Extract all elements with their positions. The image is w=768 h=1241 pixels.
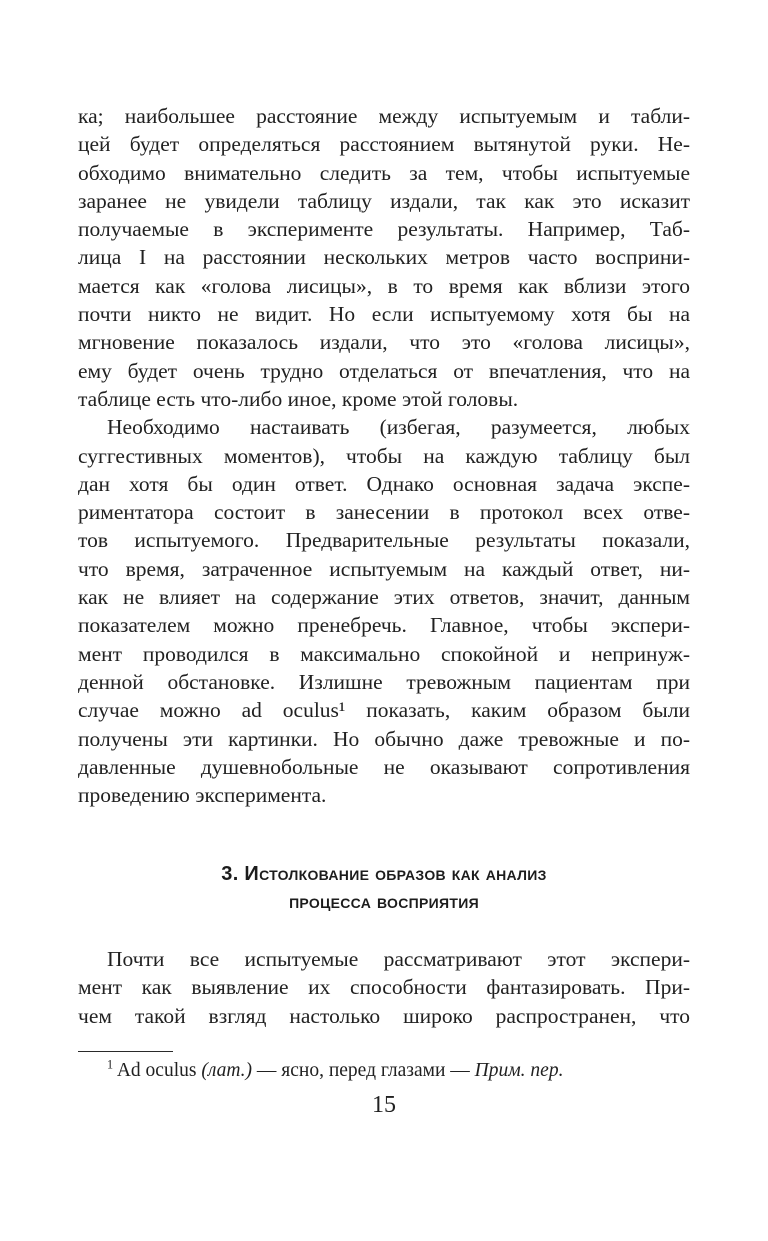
text-line: суггестивных моментов), чтобы на каждую таблицу был: [78, 443, 690, 468]
text-line: почти никто не видит. Но если испытуемому хотя бы на: [78, 302, 690, 327]
paragraph-2: [78, 413, 690, 809]
text-line: случае можно ad oculus¹ показать, каким образом были: [78, 698, 690, 723]
section-heading-line1: 3. Истолкование образов как анализ: [221, 863, 547, 885]
text-line: риментатора состоит в занесении в протокол всех отве-: [78, 500, 690, 525]
text-line: что время, затраченное испытуемым на каждый ответ, ни-: [78, 556, 690, 581]
text-line: обходимо внимательно следить за тем, чтобы испытуемые: [78, 160, 690, 185]
text-line: получены эти картинки. Но обычно даже тревожные и по-: [78, 726, 690, 751]
text-line: получаемые в эксперименте результаты. Например, Таб-: [78, 217, 690, 242]
page-number: 15: [372, 1092, 396, 1118]
footnote: [78, 1051, 690, 1084]
section-heading: [78, 860, 690, 916]
body-text: [78, 102, 690, 809]
footnote-rule: [78, 1051, 173, 1052]
text-line: лица I на расстоянии нескольких метров часто восприни-: [78, 245, 690, 270]
text-line: денной обстановке. Излишне тревожным пациентам при: [78, 669, 690, 694]
text-line: как не влияет на содержание этих ответов, значит, данным: [78, 585, 690, 610]
text-line: показателем можно пренебречь. Главное, чтобы экспери-: [78, 613, 690, 638]
text-line: ему будет очень трудно отделаться от впечатления, что на: [78, 358, 690, 383]
text-line: Почти все испытуемые рассматривают этот экспери-: [107, 947, 690, 971]
text-line: мается как «голова лисицы», в то время как вблизи этого: [78, 273, 690, 298]
footnote-marker: 1: [107, 1057, 114, 1072]
text-line: дан хотя бы один ответ. Однако основная задача экспе-: [78, 471, 690, 496]
text-line: заранее не увидели таблицу издали, так как это исказит: [78, 188, 690, 213]
text-line: проведению эксперимента.: [78, 783, 327, 808]
section-heading-line2: процесса восприятия: [289, 891, 479, 913]
paragraph-1: [78, 102, 690, 413]
footnote-text: [78, 1058, 690, 1084]
paragraph-3: [78, 945, 690, 1030]
text-line: тов испытуемого. Предварительные результаты показали,: [78, 528, 690, 553]
text-line: мгновение показалось издали, что это «голова лисицы»,: [78, 330, 690, 355]
text-line: мент проводился в максимально спокойной и непринуж-: [78, 641, 690, 666]
text-line: мент как выявление их способности фантазировать. При-: [78, 975, 690, 1000]
footnote-text-before: Ad oculus: [113, 1060, 202, 1081]
text-line: чем такой взгляд настолько широко распространен, что: [78, 1003, 690, 1028]
footnote-translator-note: Прим. пер.: [474, 1060, 564, 1081]
text-line: ка; наибольшее расстояние между испытуемым и табли-: [78, 104, 690, 128]
text-line: Необходимо настаивать (избегая, разумеется, любых: [107, 415, 690, 440]
text-line: давленные душевнобольные не оказывают сопротивления: [78, 754, 690, 779]
text-line: таблице есть что-либо иное, кроме этой головы.: [78, 386, 519, 411]
footnote-lang-label: (лат.): [201, 1060, 253, 1081]
footnote-text-middle: — ясно, перед глазами —: [252, 1060, 475, 1081]
text-line: цей будет определяться расстоянием вытянутой руки. Не-: [78, 132, 690, 157]
